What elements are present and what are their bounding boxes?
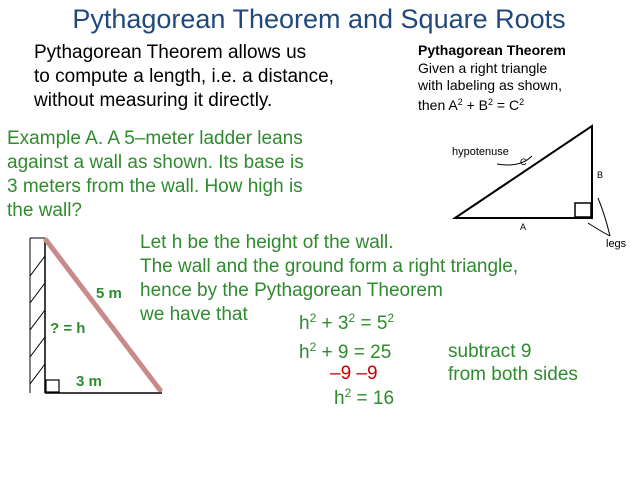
equation-2: $h^2 + 9 = 25$ xyxy=(299,340,392,363)
legs-label: legs xyxy=(606,238,627,250)
intro-line: without measuring it directly. xyxy=(34,90,273,111)
example-line: the wall? xyxy=(7,200,82,221)
theorem-formula: then $A^2 + B^2 = C^2$ xyxy=(418,97,525,113)
ladder-right-angle xyxy=(46,380,59,392)
example-line: Example A. A 5–meter ladder leans xyxy=(7,128,303,149)
reference-triangle xyxy=(455,126,592,218)
intro-line: Pythagorean Theorem allows us xyxy=(34,42,307,63)
subtract-note xyxy=(448,340,578,386)
right-angle-marker xyxy=(575,203,591,217)
solution-line: hence by the Pythagorean Theorem xyxy=(140,280,443,301)
hypotenuse-label: hypotenuse xyxy=(452,146,509,158)
theorem-line: Given a right triangle xyxy=(418,60,548,76)
solution-line: Let h be the height of the wall. xyxy=(140,232,394,253)
intro-line: to compute a length, i.e. a distance, xyxy=(34,66,334,87)
equation-4: $h^2 = 16$ xyxy=(334,386,395,409)
example-problem xyxy=(7,127,304,223)
example-line: 3 meters from the wall. How high is xyxy=(7,176,303,197)
note-line: from both sides xyxy=(448,364,578,385)
theorem-heading: Pythagorean Theorem xyxy=(418,42,566,58)
wall-hatching xyxy=(30,238,45,393)
ladder-length-label: 5 m xyxy=(96,285,122,302)
base-length-label: 3 m xyxy=(76,373,102,390)
page-title: Pythagorean Theorem and Square Roots xyxy=(72,4,566,34)
wall-height-label: ? = h xyxy=(50,320,86,337)
side-c-label: C xyxy=(520,157,527,167)
theorem-line: with labeling as shown, xyxy=(418,77,562,93)
equation-3-subtract: –9 –9 xyxy=(330,363,378,384)
solution-line: The wall and the ground form a right triangle, xyxy=(140,256,519,277)
solution-line: we have that xyxy=(140,304,248,325)
example-line: against a wall as shown. Its base is xyxy=(7,152,304,173)
side-b-label: B xyxy=(597,170,604,180)
equation-1: $h^2 + 3^2 = 5^2$ xyxy=(299,311,395,334)
side-a-label: A xyxy=(520,222,527,232)
note-line: subtract 9 xyxy=(448,341,532,362)
